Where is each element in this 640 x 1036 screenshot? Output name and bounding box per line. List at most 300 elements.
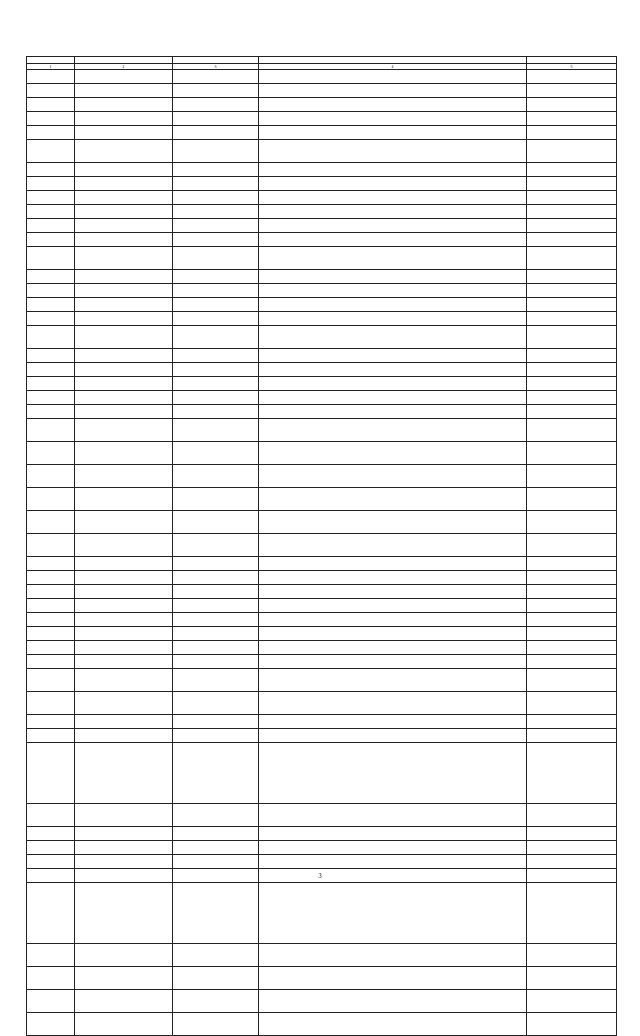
table-cell — [173, 743, 259, 804]
table-cell — [75, 233, 173, 247]
table-row — [27, 571, 617, 585]
table-row — [27, 349, 617, 363]
table-cell — [173, 163, 259, 177]
table-cell — [527, 883, 617, 944]
table-cell — [27, 442, 75, 465]
table-cell — [259, 534, 527, 557]
table-cell — [527, 827, 617, 841]
table-cell — [27, 126, 75, 140]
table-cell — [27, 312, 75, 326]
table-row — [27, 219, 617, 233]
table-row — [27, 465, 617, 488]
table-cell — [527, 743, 617, 804]
table-cell — [173, 140, 259, 163]
table-cell — [75, 219, 173, 233]
table-row — [27, 599, 617, 613]
table-cell — [527, 557, 617, 571]
table-cell — [259, 944, 527, 967]
table-cell — [259, 855, 527, 869]
table-cell — [527, 112, 617, 126]
table-cell — [527, 599, 617, 613]
table-cell — [27, 641, 75, 655]
table-row — [27, 488, 617, 511]
table-cell — [75, 692, 173, 715]
table-cell — [259, 1013, 527, 1036]
table-cell — [27, 98, 75, 112]
table-cell — [75, 827, 173, 841]
table-cell — [259, 641, 527, 655]
table-cell — [27, 205, 75, 219]
table-cell — [527, 1013, 617, 1036]
table-cell — [259, 827, 527, 841]
table-row — [27, 312, 617, 326]
table-cell — [173, 641, 259, 655]
table-cell — [75, 613, 173, 627]
table-cell — [259, 511, 527, 534]
table-row — [27, 405, 617, 419]
table-cell — [527, 270, 617, 284]
table-cell — [75, 405, 173, 419]
table-cell — [259, 126, 527, 140]
table-cell — [27, 827, 75, 841]
table-cell — [27, 967, 75, 990]
table-row — [27, 247, 617, 270]
table-cell — [527, 669, 617, 692]
table-cell — [27, 883, 75, 944]
table-cell — [27, 363, 75, 377]
table-cell — [27, 571, 75, 585]
table-cell — [173, 827, 259, 841]
table-cell — [27, 944, 75, 967]
table-cell — [173, 312, 259, 326]
table-row — [27, 363, 617, 377]
table-body — [27, 70, 617, 1036]
table-cell — [527, 419, 617, 442]
table-cell — [173, 233, 259, 247]
table-cell — [259, 312, 527, 326]
table-cell — [75, 990, 173, 1013]
table-cell — [75, 349, 173, 363]
table-cell — [75, 585, 173, 599]
table-cell — [173, 585, 259, 599]
table-cell — [527, 613, 617, 627]
table-cell — [75, 270, 173, 284]
table-cell — [173, 692, 259, 715]
table-cell — [259, 571, 527, 585]
table-cell — [173, 126, 259, 140]
table-cell — [27, 627, 75, 641]
table-cell — [527, 298, 617, 312]
table-cell — [259, 205, 527, 219]
table-cell — [259, 442, 527, 465]
table-cell — [27, 715, 75, 729]
table-cell — [527, 804, 617, 827]
table-cell — [527, 488, 617, 511]
table-cell — [527, 967, 617, 990]
table-row — [27, 692, 617, 715]
table-cell — [259, 270, 527, 284]
table-cell — [527, 944, 617, 967]
table-cell — [259, 247, 527, 270]
table-row — [27, 140, 617, 163]
header-cell-cadastral — [75, 57, 173, 64]
table-cell — [527, 465, 617, 488]
table-cell — [259, 233, 527, 247]
table-cell — [527, 70, 617, 84]
table-cell — [259, 349, 527, 363]
table-cell — [527, 571, 617, 585]
table-cell — [173, 944, 259, 967]
table-cell — [27, 326, 75, 349]
table-cell — [173, 599, 259, 613]
table-cell — [27, 599, 75, 613]
table-cell — [75, 883, 173, 944]
table-cell — [527, 655, 617, 669]
table-row — [27, 442, 617, 465]
table-cell — [173, 191, 259, 205]
table-cell — [173, 855, 259, 869]
table-cell — [75, 743, 173, 804]
table-cell — [259, 177, 527, 191]
table-cell — [173, 534, 259, 557]
table-cell — [259, 465, 527, 488]
table-cell — [259, 841, 527, 855]
table-cell — [259, 692, 527, 715]
table-cell — [75, 967, 173, 990]
header-cell-district — [173, 57, 259, 64]
table-cell — [527, 855, 617, 869]
table-cell — [173, 488, 259, 511]
table-cell — [259, 391, 527, 405]
table-cell — [27, 692, 75, 715]
table-row — [27, 298, 617, 312]
table-cell — [27, 298, 75, 312]
land-plots-table — [26, 56, 617, 1036]
table-cell — [173, 967, 259, 990]
table-cell — [259, 84, 527, 98]
table-row — [27, 855, 617, 869]
table-row — [27, 883, 617, 944]
table-cell — [75, 419, 173, 442]
table-cell — [75, 488, 173, 511]
table-cell — [259, 219, 527, 233]
table-cell — [259, 883, 527, 944]
table-cell — [27, 163, 75, 177]
table-row — [27, 655, 617, 669]
table-cell — [173, 70, 259, 84]
column-number: 2 — [75, 64, 173, 70]
table-cell — [27, 669, 75, 692]
table-cell — [259, 284, 527, 298]
table-cell — [259, 140, 527, 163]
table-cell — [527, 442, 617, 465]
table-cell — [27, 729, 75, 743]
table-cell — [75, 247, 173, 270]
table-cell — [75, 163, 173, 177]
table-row — [27, 270, 617, 284]
table-cell — [75, 599, 173, 613]
table-cell — [259, 715, 527, 729]
table-cell — [27, 613, 75, 627]
table-cell — [27, 990, 75, 1013]
table-row — [27, 191, 617, 205]
table-row — [27, 669, 617, 692]
table-cell — [75, 205, 173, 219]
table-cell — [27, 391, 75, 405]
table-row — [27, 1013, 617, 1036]
table-cell — [27, 405, 75, 419]
table-cell — [27, 140, 75, 163]
table-cell — [27, 191, 75, 205]
table-cell — [527, 191, 617, 205]
table-cell — [173, 298, 259, 312]
table-cell — [75, 326, 173, 349]
table-row — [27, 613, 617, 627]
table-cell — [173, 613, 259, 627]
table-cell — [527, 715, 617, 729]
table-cell — [27, 112, 75, 126]
table-cell — [173, 270, 259, 284]
table-cell — [27, 804, 75, 827]
table-cell — [527, 405, 617, 419]
table-cell — [27, 534, 75, 557]
table-cell — [173, 219, 259, 233]
table-row — [27, 990, 617, 1013]
table-cell — [259, 488, 527, 511]
table-cell — [173, 284, 259, 298]
table-row — [27, 944, 617, 967]
table-cell — [75, 804, 173, 827]
table-cell — [527, 377, 617, 391]
table-row — [27, 326, 617, 349]
table-cell — [259, 557, 527, 571]
table-row — [27, 284, 617, 298]
table-cell — [75, 112, 173, 126]
table-cell — [27, 247, 75, 270]
table-cell — [75, 627, 173, 641]
table-cell — [527, 363, 617, 377]
table-cell — [173, 655, 259, 669]
table-cell — [75, 511, 173, 534]
table-cell — [527, 126, 617, 140]
table-cell — [75, 126, 173, 140]
table-cell — [75, 1013, 173, 1036]
table-cell — [27, 1013, 75, 1036]
table-cell — [75, 363, 173, 377]
table-cell — [75, 571, 173, 585]
table-row — [27, 205, 617, 219]
table-cell — [75, 841, 173, 855]
table-cell — [527, 219, 617, 233]
table-cell — [75, 284, 173, 298]
table-cell — [27, 841, 75, 855]
table-cell — [527, 511, 617, 534]
table-cell — [75, 312, 173, 326]
table-cell — [173, 419, 259, 442]
table-row — [27, 804, 617, 827]
table-cell — [27, 743, 75, 804]
table-cell — [27, 349, 75, 363]
table-row — [27, 841, 617, 855]
table-cell — [259, 613, 527, 627]
table-row — [27, 377, 617, 391]
table-cell — [173, 804, 259, 827]
table-cell — [173, 990, 259, 1013]
table-cell — [27, 284, 75, 298]
table-cell — [27, 84, 75, 98]
table-cell — [527, 205, 617, 219]
table-cell — [527, 140, 617, 163]
table-row — [27, 557, 617, 571]
table-cell — [173, 729, 259, 743]
table-row — [27, 511, 617, 534]
table-cell — [173, 177, 259, 191]
table-cell — [75, 98, 173, 112]
table-cell — [27, 585, 75, 599]
table-cell — [27, 419, 75, 442]
table-cell — [527, 284, 617, 298]
table-cell — [27, 511, 75, 534]
table-cell — [173, 883, 259, 944]
table-cell — [259, 967, 527, 990]
table-cell — [27, 377, 75, 391]
header-cell-no — [27, 57, 75, 64]
table-cell — [27, 655, 75, 669]
table-cell — [173, 205, 259, 219]
table-cell — [527, 349, 617, 363]
table-cell — [259, 112, 527, 126]
table-header-row — [27, 57, 617, 64]
table-cell — [75, 534, 173, 557]
table-cell — [259, 804, 527, 827]
table-cell — [259, 655, 527, 669]
table-cell — [75, 641, 173, 655]
header-cell-location — [259, 57, 527, 64]
table-row — [27, 163, 617, 177]
table-row — [27, 177, 617, 191]
table-cell — [75, 557, 173, 571]
column-number: 4 — [259, 64, 527, 70]
table-cell — [173, 98, 259, 112]
table-cell — [173, 405, 259, 419]
table-cell — [173, 715, 259, 729]
table-cell — [173, 669, 259, 692]
table-cell — [27, 855, 75, 869]
table-cell — [259, 298, 527, 312]
column-number: 1 — [27, 64, 75, 70]
table-cell — [259, 363, 527, 377]
table-cell — [259, 98, 527, 112]
table-cell — [75, 655, 173, 669]
table-cell — [259, 405, 527, 419]
table-row — [27, 729, 617, 743]
table-cell — [173, 377, 259, 391]
table-cell — [527, 312, 617, 326]
table-cell — [75, 84, 173, 98]
table-cell — [173, 1013, 259, 1036]
table-cell — [173, 557, 259, 571]
table-row — [27, 743, 617, 804]
table-cell — [527, 841, 617, 855]
table-row — [27, 70, 617, 84]
table-row — [27, 98, 617, 112]
table-cell — [527, 729, 617, 743]
table-cell — [527, 326, 617, 349]
table-cell — [75, 140, 173, 163]
table-cell — [27, 233, 75, 247]
table-cell — [75, 377, 173, 391]
table-cell — [173, 465, 259, 488]
table-cell — [173, 391, 259, 405]
table-cell — [259, 419, 527, 442]
table-cell — [27, 177, 75, 191]
table-cell — [75, 715, 173, 729]
table-cell — [173, 112, 259, 126]
table-cell — [75, 729, 173, 743]
table-row — [27, 233, 617, 247]
table-cell — [259, 627, 527, 641]
table-cell — [75, 177, 173, 191]
table-row — [27, 641, 617, 655]
table-row — [27, 827, 617, 841]
table-cell — [27, 465, 75, 488]
table-cell — [527, 534, 617, 557]
table-cell — [27, 70, 75, 84]
table-cell — [259, 377, 527, 391]
table-cell — [173, 247, 259, 270]
table-cell — [259, 326, 527, 349]
table-cell — [75, 191, 173, 205]
table-cell — [75, 70, 173, 84]
table-row — [27, 391, 617, 405]
table-cell — [527, 391, 617, 405]
table-row — [27, 112, 617, 126]
table-cell — [259, 70, 527, 84]
table-cell — [259, 599, 527, 613]
table-row — [27, 715, 617, 729]
table-cell — [527, 627, 617, 641]
table-cell — [173, 627, 259, 641]
column-number: 3 — [173, 64, 259, 70]
table-cell — [75, 944, 173, 967]
table-cell — [173, 349, 259, 363]
table-row — [27, 126, 617, 140]
table-row — [27, 967, 617, 990]
column-number: 5 — [527, 64, 617, 70]
table-cell — [173, 363, 259, 377]
table-cell — [173, 442, 259, 465]
table-cell — [27, 219, 75, 233]
registry-sheet — [26, 56, 616, 1036]
table-row — [27, 84, 617, 98]
header-cell-value — [527, 57, 617, 64]
table-row — [27, 534, 617, 557]
table-row — [27, 419, 617, 442]
table-cell — [527, 990, 617, 1013]
table-cell — [259, 585, 527, 599]
table-cell — [173, 84, 259, 98]
table-cell — [259, 990, 527, 1013]
table-cell — [75, 391, 173, 405]
table-cell — [527, 163, 617, 177]
table-cell — [527, 177, 617, 191]
table-cell — [527, 641, 617, 655]
table-cell — [527, 98, 617, 112]
table-cell — [527, 84, 617, 98]
page-number: 3 — [318, 872, 322, 880]
table-cell — [173, 571, 259, 585]
table-cell — [173, 511, 259, 534]
